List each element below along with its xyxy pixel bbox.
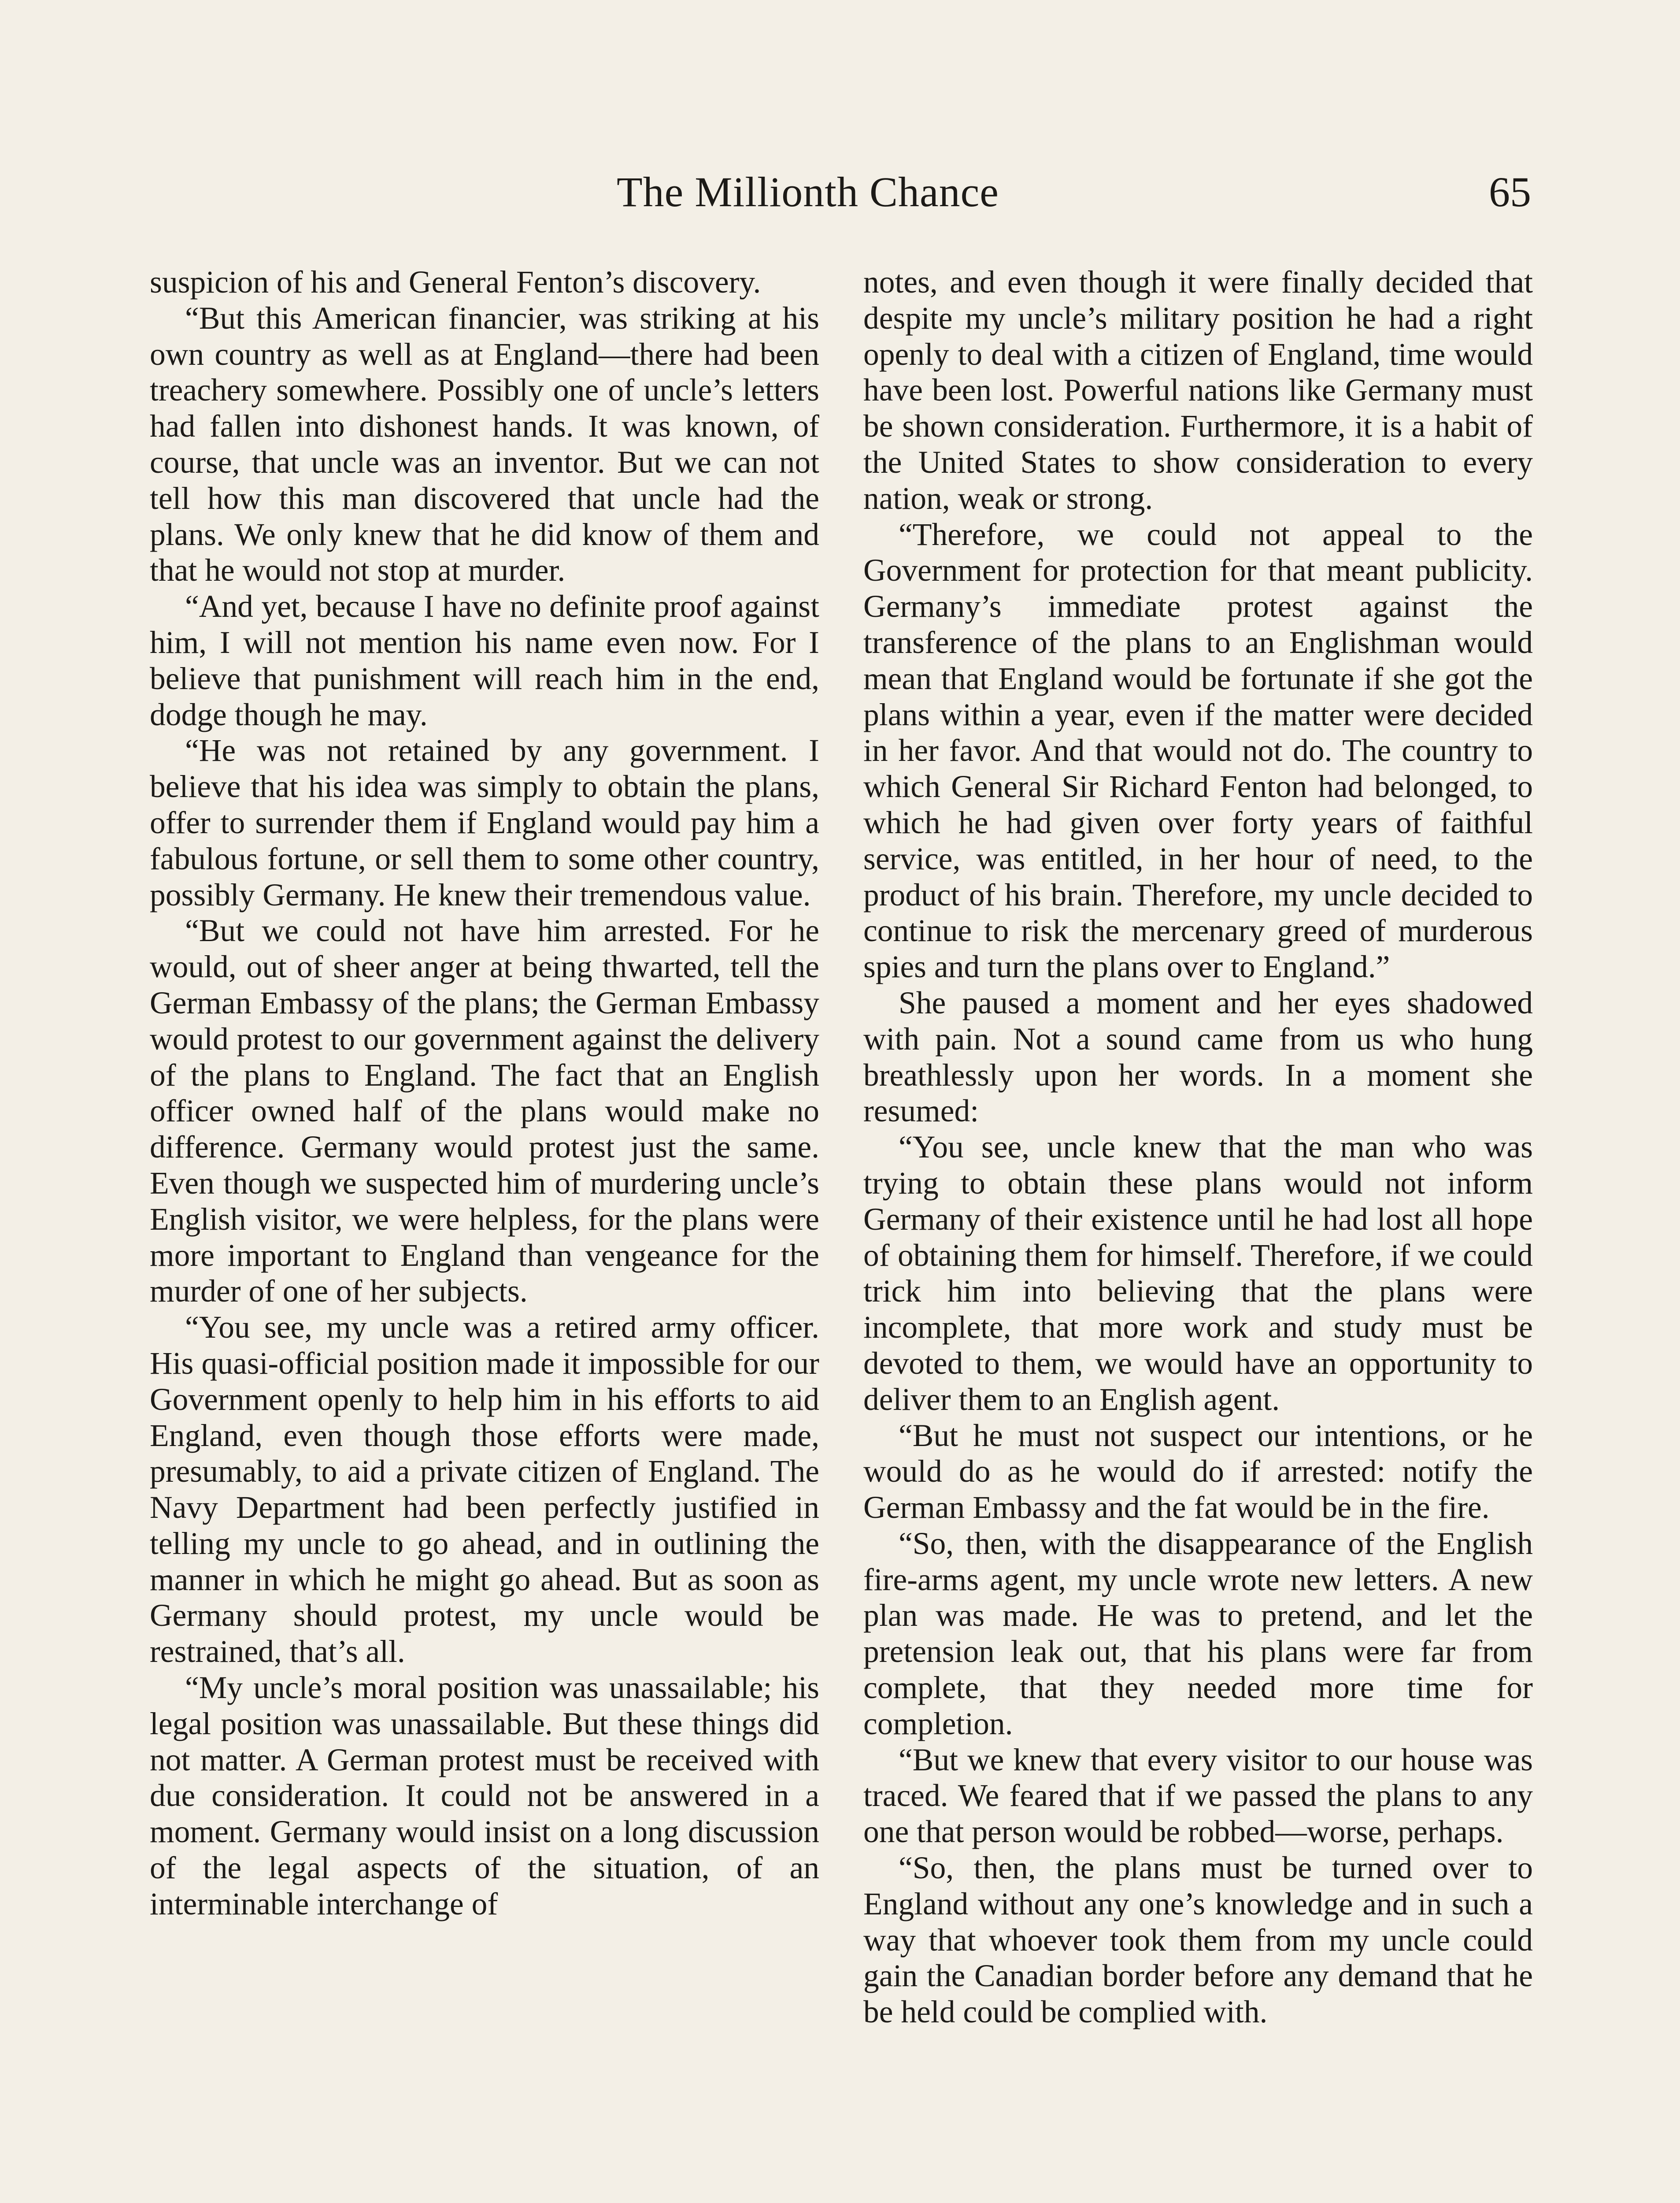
- paragraph: “Therefore, we could not appeal to the Government for protection for that meant publicity. Germany’s immediate protest against the transference of the plans to an Englishman would mean that England would be fortunate if she got the plans within a year, even if the matter were decided in her favor. And that would not do. The country to which General Sir Richard Fenton had belonged, to which he had given over forty years of faithful service, was entitled, in her hour of need, to the product of his brain. Therefore, my uncle decided to continue to risk the mercenary greed of murderous spies and turn the plans over to England.”: [863, 517, 1533, 985]
- paragraph: “You see, my uncle was a retired army officer. His quasi-official position made it impossible for our Government openly to help him in his efforts to aid England, even though those efforts were made, presumably, to aid a private citizen of England. The Navy Department had been perfectly justified in telling my uncle to go ahead, and in outlining the manner in which he might go ahead. But as soon as Germany should protest, my uncle would be restrained, that’s all.: [150, 1310, 819, 1669]
- right-column: [863, 264, 1533, 2030]
- paragraph: “And yet, because I have no definite proof against him, I will not mention his name even now. For I believe that punishment will reach him in the end, dodge though he may.: [150, 589, 819, 732]
- running-title: The Millionth Chance: [617, 168, 999, 215]
- paragraph: “So, then, the plans must be turned over to England without any one’s knowledge and in such a way that whoever took them from my uncle could gain the Canadian border before any demand that he be held could be complied with.: [863, 1851, 1533, 2030]
- left-column: [150, 264, 819, 1922]
- paragraph: “He was not retained by any government. I believe that his idea was simply to obtain the plans, offer to surrender them if England would pay him a fabulous fortune, or sell them to some other country, possibly Germany. He knew their tremendous value.: [150, 733, 819, 912]
- paragraph: “But we knew that every visitor to our house was traced. We feared that if we passed the plans to any one that person would be robbed—worse, perhaps.: [863, 1742, 1533, 1850]
- paragraph: suspicion of his and General Fenton’s discovery.: [150, 265, 761, 300]
- paragraph: “My uncle’s moral position was unassailable; his legal position was unassailable. But these things did not matter. A German protest must be received with due consideration. It could not be answered in a moment. Germany would insist on a long discussion of the legal aspects of the situation, of an interminable interchange of: [150, 1670, 819, 1921]
- paragraph: notes, and even though it were finally decided that despite my uncle’s military position he had a right openly to deal with a citizen of England, time would have been lost. Powerful nations like Germany must be shown consideration. Furthermore, it is a habit of the United States to show consideration to every nation, weak or strong.: [863, 265, 1533, 516]
- running-header: [0, 167, 1680, 229]
- paragraph: She paused a moment and her eyes shadowed with pain. Not a sound came from us who hung breathlessly upon her words. In a moment she resumed:: [863, 985, 1533, 1129]
- page-number: 65: [1489, 168, 1531, 215]
- paragraph: “You see, uncle knew that the man who was trying to obtain these plans would not inform Germany of their existence until he had lost all hope of obtaining them for himself. Therefore, if we could trick him into believing that the plans were incomplete, that more work and study must be devoted to them, we would have an opportunity to deliver them to an English agent.: [863, 1130, 1533, 1417]
- paragraph: “But we could not have him arrested. For he would, out of sheer anger at being thwarted, tell the German Embassy of the plans; the German Embassy would protest to our government against the delivery of the plans to England. The fact that an English officer owned half of the plans would make no difference. Germany would protest just the same. Even though we suspected him of murdering uncle’s English visitor, we were helpless, for the plans were more important to England than vengeance for the murder of one of her subjects.: [150, 913, 819, 1309]
- paragraph: “But he must not suspect our intentions, or he would do as he would do if arrested: notify the German Embassy and the fat would be in the fire.: [863, 1418, 1533, 1525]
- paragraph: “But this American financier, was striking at his own country as well as at England—there had been treachery somewhere. Possibly one of uncle’s letters had fallen into dishonest hands. It was known, of course, that uncle was an inventor. But we can not tell how this man discovered that uncle had the plans. We only knew that he did know of them and that he would not stop at murder.: [150, 300, 819, 588]
- paragraph: “So, then, with the disappearance of the English fire-arms agent, my uncle wrote new letters. A new plan was made. He was to pretend, and let the pretension leak out, that his plans were far from complete, that they needed more time for completion.: [863, 1526, 1533, 1741]
